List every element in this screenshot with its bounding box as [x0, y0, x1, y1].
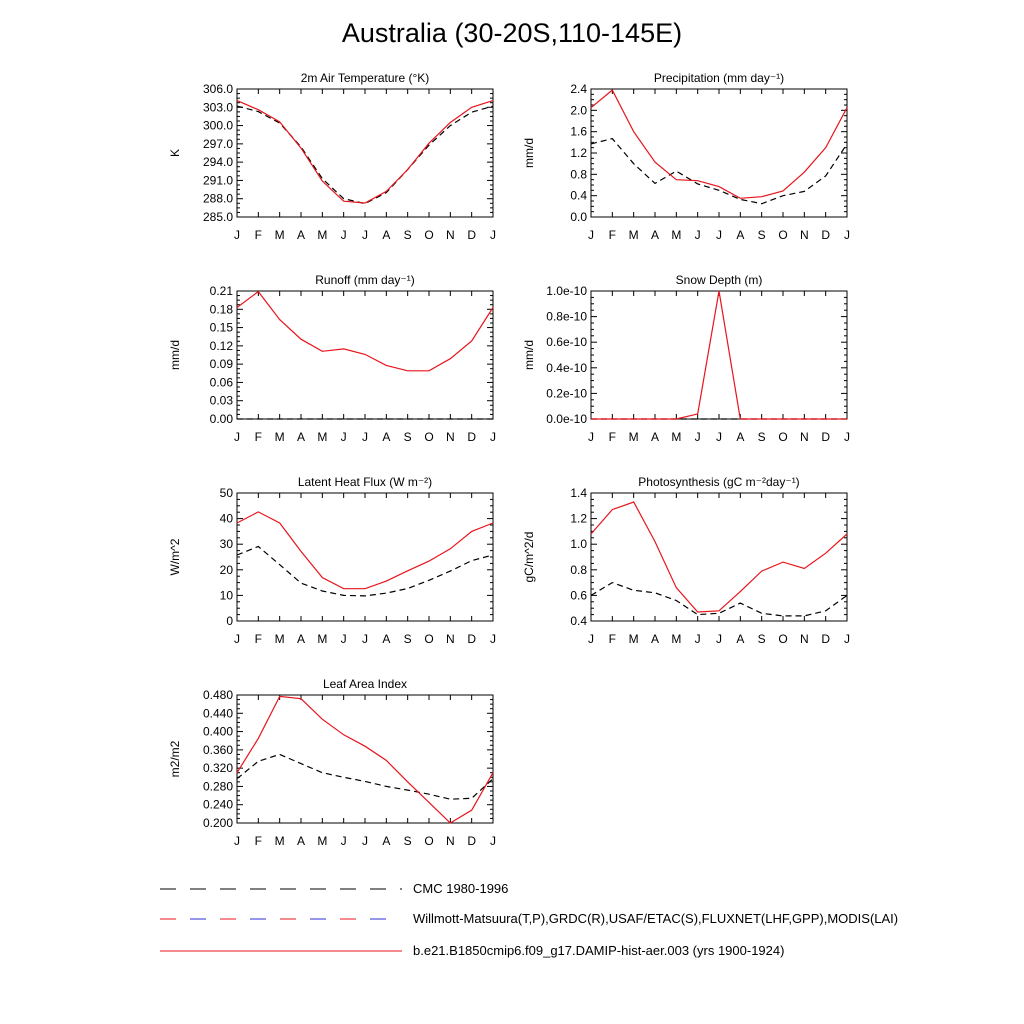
y-tick-label: 0.400: [202, 724, 233, 739]
y-tick-label: 294.0: [202, 155, 233, 170]
x-tick-label: M: [671, 632, 682, 646]
y-tick-label: 0.18: [209, 302, 233, 317]
y-tick-label: 0.8e-10: [546, 309, 587, 324]
x-tick-label: F: [608, 228, 617, 242]
x-tick-label: N: [445, 228, 455, 242]
x-tick-label: J: [340, 834, 347, 848]
plot-frame: [591, 493, 847, 621]
x-tick-label: M: [628, 228, 639, 242]
x-tick-label: J: [362, 834, 368, 848]
x-tick-label: J: [340, 228, 347, 242]
x-tick-label: J: [234, 632, 240, 646]
y-axis-label: m2/m2: [168, 740, 182, 778]
x-tick-label: A: [296, 834, 306, 848]
x-tick-label: O: [778, 430, 788, 444]
legend-label-observations: Willmott-Matsuura(T,P),GRDC(R),USAF/ETAC(S),FLUXNET(LHF,GPP),MODIS(LAI): [413, 911, 899, 926]
y-tick-label: 0.03: [209, 393, 233, 408]
y-tick-label: 0.2e-10: [546, 386, 587, 401]
panel-title: Leaf Area Index: [322, 677, 408, 691]
x-tick-label: A: [650, 228, 660, 242]
x-tick-label: J: [694, 228, 701, 242]
y-tick-label: 40: [219, 511, 233, 526]
x-tick-label: F: [254, 632, 263, 646]
y-tick-label: 0.12: [209, 338, 233, 353]
y-tick-label: 1.2: [570, 511, 587, 526]
y-tick-label: 20: [219, 562, 233, 577]
x-tick-label: N: [799, 430, 809, 444]
panel-title: Latent Heat Flux (W m⁻²): [297, 475, 433, 489]
y-tick-label: 303.0: [202, 100, 233, 115]
series-line-observed: [237, 106, 493, 204]
x-tick-label: N: [445, 430, 455, 444]
x-tick-label: M: [317, 834, 328, 848]
x-tick-label: J: [716, 430, 722, 444]
x-tick-label: D: [467, 228, 477, 242]
x-tick-label: S: [403, 632, 412, 646]
x-tick-label: J: [588, 632, 594, 646]
series-line-model: [591, 502, 847, 612]
y-tick-label: 285.0: [202, 210, 233, 224]
x-tick-label: J: [490, 228, 496, 242]
x-tick-label: A: [736, 430, 745, 444]
x-tick-label: S: [403, 430, 412, 444]
x-tick-label: D: [821, 228, 831, 242]
x-tick-label: M: [274, 834, 285, 848]
y-tick-label: 306.0: [202, 82, 233, 96]
y-tick-label: 0.6e-10: [546, 335, 587, 350]
y-tick-label: 1.6: [570, 124, 587, 139]
y-tick-label: 300.0: [202, 118, 233, 133]
legend-label-model: b.e21.B1850cmip6.f09_g17.DAMIP-hist-aer.003 (yrs 1900-1924): [413, 943, 785, 958]
x-tick-label: J: [588, 228, 594, 242]
x-tick-label: A: [296, 228, 306, 242]
x-tick-label: F: [608, 632, 617, 646]
series-line-model: [237, 696, 493, 823]
y-axis-label: W/m^2: [168, 538, 182, 576]
x-tick-label: N: [799, 632, 809, 646]
x-tick-label: M: [317, 228, 328, 242]
x-tick-label: J: [844, 228, 850, 242]
x-tick-label: J: [490, 834, 496, 848]
x-tick-label: J: [694, 632, 701, 646]
x-tick-label: M: [274, 632, 285, 646]
y-tick-label: 0.0e-10: [546, 412, 587, 426]
x-tick-label: J: [716, 228, 722, 242]
x-tick-label: A: [650, 632, 660, 646]
y-tick-label: 0.21: [209, 284, 233, 298]
x-tick-label: J: [340, 430, 347, 444]
legend: [160, 889, 402, 951]
y-axis-label: mm/d: [522, 138, 536, 168]
x-tick-label: J: [362, 228, 368, 242]
x-tick-label: F: [254, 228, 263, 242]
series-line-observed: [591, 139, 847, 204]
y-tick-label: 1.0: [570, 537, 587, 552]
x-tick-label: J: [234, 834, 240, 848]
x-tick-label: O: [424, 228, 434, 242]
x-tick-label: D: [467, 430, 477, 444]
panel-5: [168, 475, 496, 646]
x-tick-label: F: [254, 430, 263, 444]
panel-6: [522, 475, 850, 646]
x-tick-label: J: [490, 430, 496, 444]
y-tick-label: 30: [219, 537, 233, 552]
x-tick-label: M: [671, 430, 682, 444]
plot-frame: [237, 493, 493, 621]
y-tick-label: 297.0: [202, 136, 233, 151]
x-tick-label: J: [362, 430, 368, 444]
x-tick-label: M: [317, 632, 328, 646]
series-line-model: [591, 90, 847, 198]
x-tick-label: M: [628, 430, 639, 444]
x-tick-label: D: [467, 632, 477, 646]
series-line-model: [237, 512, 493, 589]
x-tick-label: J: [694, 430, 701, 444]
x-tick-label: A: [650, 430, 660, 444]
x-tick-label: A: [736, 632, 745, 646]
panel-title: Snow Depth (m): [675, 273, 763, 287]
x-tick-label: J: [490, 632, 496, 646]
plot-frame: [591, 291, 847, 419]
x-tick-label: O: [778, 228, 788, 242]
x-tick-label: A: [296, 430, 306, 444]
figure-title: Australia (30-20S,110-145E): [341, 18, 683, 48]
panel-title: Precipitation (mm day⁻¹): [653, 71, 785, 85]
y-tick-label: 0.6: [570, 588, 587, 603]
y-tick-label: 291.0: [202, 173, 233, 188]
y-tick-label: 0.0: [570, 210, 587, 224]
y-tick-label: 0.280: [202, 779, 233, 794]
y-tick-label: 0.320: [202, 761, 233, 776]
plot-frame: [237, 89, 493, 217]
y-tick-label: 0.09: [209, 357, 233, 372]
x-tick-label: J: [588, 430, 594, 444]
x-tick-label: O: [424, 632, 434, 646]
x-tick-label: S: [403, 834, 412, 848]
panel-title: Photosynthesis (gC m⁻²day⁻¹): [638, 475, 800, 489]
panel-title: 2m Air Temperature (°K): [300, 71, 430, 85]
y-axis-label: gC/m^2/d: [522, 531, 536, 583]
y-tick-label: 2.4: [570, 82, 587, 96]
x-tick-label: O: [424, 834, 434, 848]
x-tick-label: D: [821, 632, 831, 646]
series-line-model: [237, 292, 493, 371]
x-tick-label: A: [382, 228, 391, 242]
series-line-model: [237, 101, 493, 203]
series-line-model: [591, 291, 847, 419]
x-tick-label: A: [382, 430, 391, 444]
x-tick-label: M: [274, 430, 285, 444]
y-tick-label: 0.4: [570, 188, 587, 203]
y-tick-label: 0.360: [202, 742, 233, 757]
panel-title: Runoff (mm day⁻¹): [315, 273, 415, 287]
x-tick-label: A: [736, 228, 745, 242]
x-tick-label: O: [424, 430, 434, 444]
y-tick-label: 0.4e-10: [546, 360, 587, 375]
y-tick-label: 0.200: [202, 816, 233, 830]
x-tick-label: M: [671, 228, 682, 242]
y-tick-label: 0.8: [570, 167, 587, 182]
x-tick-label: J: [844, 632, 850, 646]
x-tick-label: J: [716, 632, 722, 646]
plot-frame: [591, 89, 847, 217]
x-tick-label: J: [234, 430, 240, 444]
x-tick-label: M: [317, 430, 328, 444]
y-axis-label: mm/d: [522, 340, 536, 370]
y-tick-label: 0.15: [209, 320, 233, 335]
x-tick-label: J: [844, 430, 850, 444]
x-tick-label: F: [254, 834, 263, 848]
x-tick-label: S: [757, 228, 766, 242]
series-line-observed: [237, 754, 493, 799]
x-tick-label: J: [234, 228, 240, 242]
y-tick-label: 288.0: [202, 191, 233, 206]
panel-1: [168, 71, 496, 242]
panel-2: [522, 71, 850, 242]
x-tick-label: S: [757, 430, 766, 444]
y-tick-label: 0.06: [209, 375, 233, 390]
x-tick-label: O: [778, 632, 788, 646]
y-tick-label: 0.480: [202, 688, 233, 702]
x-tick-label: N: [445, 834, 455, 848]
y-tick-label: 2.0: [570, 103, 587, 118]
x-tick-label: N: [445, 632, 455, 646]
y-tick-label: 10: [219, 588, 233, 603]
x-tick-label: D: [821, 430, 831, 444]
panel-7: [168, 677, 496, 848]
x-tick-label: A: [382, 632, 391, 646]
y-axis-label: mm/d: [168, 340, 182, 370]
y-tick-label: 50: [219, 486, 233, 500]
y-tick-label: 1.0e-10: [546, 284, 587, 298]
y-tick-label: 1.4: [570, 486, 587, 500]
legend-label-cmc: CMC 1980-1996: [413, 881, 509, 896]
y-tick-label: 0: [226, 614, 233, 628]
x-tick-label: D: [467, 834, 477, 848]
x-tick-label: M: [628, 632, 639, 646]
y-tick-label: 0.440: [202, 706, 233, 721]
x-tick-label: A: [382, 834, 391, 848]
y-tick-label: 0.00: [209, 412, 233, 426]
x-tick-label: M: [274, 228, 285, 242]
y-tick-label: 1.2: [570, 146, 587, 160]
x-tick-label: J: [340, 632, 347, 646]
y-tick-label: 0.4: [570, 614, 587, 628]
y-tick-label: 0.8: [570, 562, 587, 577]
x-tick-label: S: [403, 228, 412, 242]
y-tick-label: 0.240: [202, 797, 233, 812]
y-axis-label: K: [168, 148, 182, 158]
panel-4: [522, 273, 850, 444]
x-tick-label: N: [799, 228, 809, 242]
plot-frame: [237, 695, 493, 823]
x-tick-label: S: [757, 632, 766, 646]
panel-3: [168, 273, 496, 444]
x-tick-label: J: [362, 632, 368, 646]
x-tick-label: F: [608, 430, 617, 444]
x-tick-label: A: [296, 632, 306, 646]
